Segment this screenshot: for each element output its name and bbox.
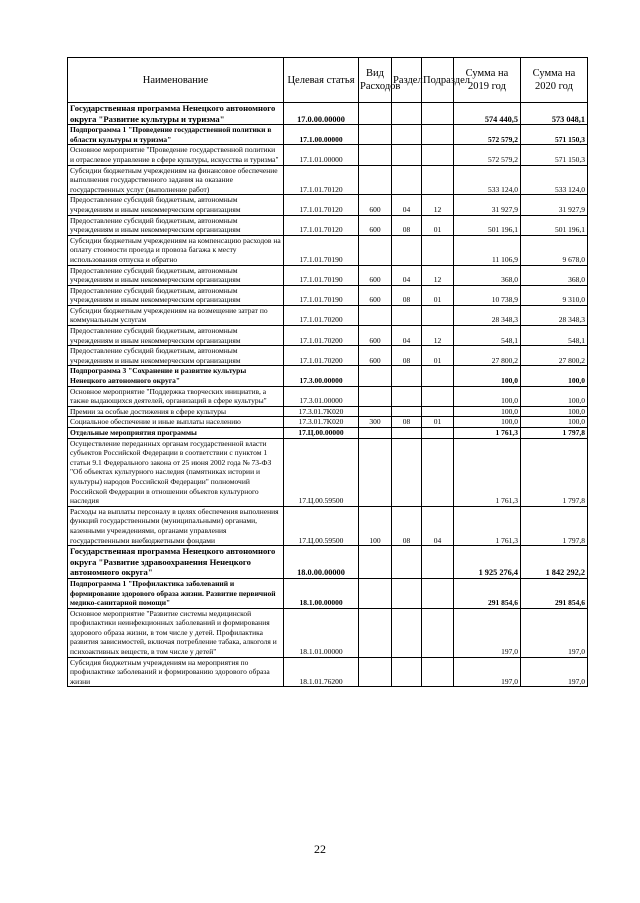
row-subsection: 01 [422, 215, 454, 235]
row-sum-2019: 197,0 [454, 608, 521, 657]
row-subsection [422, 608, 454, 657]
row-target-code: 17.1.01.70200 [284, 346, 359, 366]
table-row [68, 386, 588, 406]
row-sum-2020: 571 150,3 [521, 125, 588, 145]
row-expense-type [359, 546, 392, 579]
row-target-code: 18.1.01.00000 [284, 608, 359, 657]
row-sum-2020: 100,0 [521, 406, 588, 417]
row-target-code: 17.3.01.7K020 [284, 406, 359, 417]
row-expense-type [359, 657, 392, 687]
row-target-code: 18.1.01.76200 [284, 657, 359, 687]
row-sum-2019: 1 761,3 [454, 506, 521, 545]
row-sum-2020: 9 310,0 [521, 285, 588, 305]
row-target-code: 17.1.01.70200 [284, 326, 359, 346]
row-sum-2019: 100,0 [454, 406, 521, 417]
row-subsection [422, 546, 454, 579]
row-target-code: 17.3.01.7K020 [284, 417, 359, 428]
row-section: 08 [392, 346, 422, 366]
table-row [68, 285, 588, 305]
row-sum-2020: 9 678,0 [521, 235, 588, 265]
row-expense-type [359, 438, 392, 506]
row-name: Субсидия бюджетным учреждениям на мероприятия по профилактике заболеваний и формированию здорового образа жизни [68, 657, 284, 687]
row-name: Субсидии бюджетным учреждениям на возмещение затрат по коммунальным услугам [68, 305, 284, 325]
row-expense-type: 600 [359, 215, 392, 235]
row-sum-2020: 291 854,6 [521, 578, 588, 608]
row-target-code: 17.1.01.70120 [284, 215, 359, 235]
row-sum-2019: 368,0 [454, 265, 521, 285]
row-sum-2019: 11 106,9 [454, 235, 521, 265]
row-target-code: 17.Ц.00.59500 [284, 438, 359, 506]
row-subsection [422, 103, 454, 125]
header-expense-type: Вид Расходов [359, 58, 392, 103]
table-row [68, 506, 588, 545]
row-sum-2019: 197,0 [454, 657, 521, 687]
row-subsection [422, 125, 454, 145]
row-section: 08 [392, 417, 422, 428]
row-section: 04 [392, 326, 422, 346]
row-name: Предоставление субсидий бюджетным, автономным учреждениям и иным некоммерческим организациям [68, 346, 284, 366]
row-sum-2019: 572 579,2 [454, 145, 521, 165]
row-sum-2020: 533 124,0 [521, 165, 588, 195]
row-section [392, 305, 422, 325]
row-target-code: 17.1.01.70200 [284, 305, 359, 325]
row-sum-2020: 1 797,8 [521, 428, 588, 439]
row-target-code: 17.3.00.00000 [284, 366, 359, 386]
row-target-code: 17.1.01.70190 [284, 265, 359, 285]
row-subsection [422, 145, 454, 165]
row-name: Основное мероприятие "Поддержка творческих инициатив, а также выдающихся деятелей, организаций в сфере культуры" [68, 386, 284, 406]
row-sum-2020: 1 842 292,2 [521, 546, 588, 579]
table-row [68, 165, 588, 195]
row-expense-type [359, 165, 392, 195]
row-subsection [422, 428, 454, 439]
row-section: 08 [392, 285, 422, 305]
row-name: Социальное обеспечение и иные выплаты населению [68, 417, 284, 428]
row-subsection [422, 366, 454, 386]
row-expense-type: 100 [359, 506, 392, 545]
row-sum-2020: 501 196,1 [521, 215, 588, 235]
row-section: 04 [392, 265, 422, 285]
row-sum-2019: 548,1 [454, 326, 521, 346]
header-name: Наименование [68, 58, 284, 103]
row-sum-2019: 501 196,1 [454, 215, 521, 235]
table-row [68, 215, 588, 235]
table-row [68, 305, 588, 325]
row-target-code: 17.1.01.00000 [284, 145, 359, 165]
row-name: Субсидии бюджетным учреждениям на финансовое обеспечение выполнения государственного задания на оказание государственных услуг (выполнение работ) [68, 165, 284, 195]
row-expense-type [359, 428, 392, 439]
row-expense-type: 300 [359, 417, 392, 428]
row-name: Основное мероприятие "Проведение государственной политики и отраслевое управление в сфере культуры, искусства и туризма" [68, 145, 284, 165]
row-subsection [422, 438, 454, 506]
table-row [68, 265, 588, 285]
table-row [68, 657, 588, 687]
row-sum-2020: 100,0 [521, 417, 588, 428]
row-section [392, 145, 422, 165]
header-sum-2019: Сумма на 2019 год [454, 58, 521, 103]
table-row [68, 195, 588, 215]
row-name: Отдельные мероприятия программы [68, 428, 284, 439]
row-expense-type [359, 608, 392, 657]
row-subsection [422, 386, 454, 406]
row-subsection: 12 [422, 265, 454, 285]
header-sum-2020: Сумма на 2020 год [521, 58, 588, 103]
row-sum-2020: 368,0 [521, 265, 588, 285]
row-sum-2020: 27 800,2 [521, 346, 588, 366]
row-name: Расходы на выплаты персоналу в целях обеспечения выполнения функций государственными (муниципальными) органами, казенными учреждениями, органами управления государственными внебюджетными фондами [68, 506, 284, 545]
table-row [68, 235, 588, 265]
row-sum-2020: 31 927,9 [521, 195, 588, 215]
row-name: Подпрограмма 1 "Профилактика заболеваний и формирование здорового образа жизни. Развитие первичной медико-санитарной помощи" [68, 578, 284, 608]
row-section [392, 366, 422, 386]
row-expense-type [359, 386, 392, 406]
row-section [392, 438, 422, 506]
row-name: Подпрограмма 1 "Проведение государственной политики в области культуры и туризма" [68, 125, 284, 145]
row-section [392, 125, 422, 145]
table-body [68, 103, 588, 687]
row-target-code: 17.1.00.00000 [284, 125, 359, 145]
row-subsection [422, 305, 454, 325]
row-section [392, 578, 422, 608]
row-section [392, 103, 422, 125]
table-row [68, 346, 588, 366]
table-row [68, 438, 588, 506]
row-sum-2019: 1 761,3 [454, 438, 521, 506]
row-sum-2019: 28 348,3 [454, 305, 521, 325]
row-name: Государственная программа Ненецкого автономного округа "Развитие здравоохранения Ненецкого автономного округа" [68, 546, 284, 579]
row-sum-2020: 28 348,3 [521, 305, 588, 325]
page-number: 22 [314, 842, 326, 856]
row-expense-type: 600 [359, 195, 392, 215]
row-subsection [422, 657, 454, 687]
row-target-code: 17.1.01.70120 [284, 195, 359, 215]
row-expense-type: 600 [359, 346, 392, 366]
table-row [68, 103, 588, 125]
row-target-code: 17.1.01.70190 [284, 285, 359, 305]
row-sum-2019: 291 854,6 [454, 578, 521, 608]
row-subsection [422, 165, 454, 195]
row-expense-type: 600 [359, 265, 392, 285]
row-target-code: 18.0.00.00000 [284, 546, 359, 579]
row-target-code: 17.Ц.00.59500 [284, 506, 359, 545]
row-expense-type [359, 125, 392, 145]
row-subsection: 12 [422, 195, 454, 215]
row-target-code: 17.1.01.70120 [284, 165, 359, 195]
row-sum-2020: 548,1 [521, 326, 588, 346]
row-sum-2019: 100,0 [454, 366, 521, 386]
row-subsection [422, 235, 454, 265]
row-name: Подпрограмма 3 "Сохранение и развитие культуры Ненецкого автономного округа" [68, 366, 284, 386]
row-expense-type [359, 406, 392, 417]
table-row [68, 326, 588, 346]
row-sum-2020: 100,0 [521, 366, 588, 386]
row-expense-type [359, 103, 392, 125]
row-sum-2020: 100,0 [521, 386, 588, 406]
row-name: Предоставление субсидий бюджетным, автономным учреждениям и иным некоммерческим организациям [68, 326, 284, 346]
header-target: Целевая статья [284, 58, 359, 103]
row-name: Предоставление субсидий бюджетным, автономным учреждениям и иным некоммерческим организациям [68, 215, 284, 235]
row-section [392, 406, 422, 417]
row-name: Государственная программа Ненецкого автономного округа "Развитие культуры и туризма" [68, 103, 284, 125]
row-name: Предоставление субсидий бюджетным, автономным учреждениям и иным некоммерческим организациям [68, 195, 284, 215]
budget-table [67, 57, 588, 687]
row-section [392, 608, 422, 657]
row-sum-2019: 100,0 [454, 417, 521, 428]
table-row [68, 608, 588, 657]
row-sum-2020: 1 797,8 [521, 506, 588, 545]
row-sum-2019: 10 738,9 [454, 285, 521, 305]
row-expense-type: 600 [359, 285, 392, 305]
table-header [68, 58, 588, 103]
row-sum-2019: 574 440,5 [454, 103, 521, 125]
row-sum-2019: 31 927,9 [454, 195, 521, 215]
row-sum-2019: 100,0 [454, 386, 521, 406]
table-row [68, 417, 588, 428]
row-expense-type [359, 578, 392, 608]
row-section: 08 [392, 506, 422, 545]
row-subsection [422, 578, 454, 608]
row-target-code: 17.Ц.00.00000 [284, 428, 359, 439]
table-row [68, 366, 588, 386]
row-sum-2019: 533 124,0 [454, 165, 521, 195]
row-name: Премии за особые достижения в сфере культуры [68, 406, 284, 417]
row-target-code: 17.3.01.00000 [284, 386, 359, 406]
row-sum-2019: 1 761,3 [454, 428, 521, 439]
row-name: Предоставление субсидий бюджетным, автономным учреждениям и иным некоммерческим организациям [68, 285, 284, 305]
row-section [392, 386, 422, 406]
header-section: Раздел [392, 58, 422, 103]
table-row [68, 406, 588, 417]
table-row [68, 578, 588, 608]
row-sum-2020: 197,0 [521, 657, 588, 687]
row-section [392, 428, 422, 439]
row-expense-type [359, 235, 392, 265]
row-target-code: 17.0.00.00000 [284, 103, 359, 125]
row-sum-2020: 197,0 [521, 608, 588, 657]
row-sum-2019: 1 925 276,4 [454, 546, 521, 579]
row-expense-type [359, 366, 392, 386]
row-subsection: 12 [422, 326, 454, 346]
row-subsection: 01 [422, 285, 454, 305]
row-sum-2020: 571 150,3 [521, 145, 588, 165]
table-row [68, 428, 588, 439]
row-sum-2019: 27 800,2 [454, 346, 521, 366]
table-row [68, 125, 588, 145]
row-section: 04 [392, 195, 422, 215]
row-subsection: 01 [422, 417, 454, 428]
row-expense-type: 600 [359, 326, 392, 346]
row-sum-2020: 1 797,8 [521, 438, 588, 506]
row-section [392, 657, 422, 687]
row-expense-type [359, 145, 392, 165]
row-expense-type [359, 305, 392, 325]
row-name: Основное мероприятие "Развитие системы медицинской профилактики неинфекционных заболеваний и формирования здорового образа жизни, в том числе у детей. Профилактика развития зависимостей, включая потребление табака, алкоголя и психоактивных веществ, в том числе у детей" [68, 608, 284, 657]
row-subsection: 04 [422, 506, 454, 545]
row-sum-2019: 572 579,2 [454, 125, 521, 145]
row-sum-2020: 573 048,1 [521, 103, 588, 125]
row-subsection [422, 406, 454, 417]
row-name: Субсидии бюджетным учреждениям на компенсацию расходов на оплату стоимости проезда и провоза багажа к месту использования отпуска и обратно [68, 235, 284, 265]
row-section: 08 [392, 215, 422, 235]
row-target-code: 18.1.00.00000 [284, 578, 359, 608]
table-row [68, 145, 588, 165]
header-subsection: Подраздел [422, 58, 454, 103]
row-section [392, 546, 422, 579]
row-target-code: 17.1.01.70190 [284, 235, 359, 265]
row-section [392, 235, 422, 265]
row-section [392, 165, 422, 195]
row-name: Осуществление переданных органам государственной власти субъектов Российской Федерации в соответствии с пунктом 1 статьи 9.1 Федерального закона от 25 июня 2002 года № 73-ФЗ "Об объектах культурного наследия (памятниках истории и культуры) народов Российской Федерации" полномочий Российской Федерации в отношении объектов культурного наследия [68, 438, 284, 506]
row-name: Предоставление субсидий бюджетным, автономным учреждениям и иным некоммерческим организациям [68, 265, 284, 285]
table-row [68, 546, 588, 579]
row-subsection: 01 [422, 346, 454, 366]
